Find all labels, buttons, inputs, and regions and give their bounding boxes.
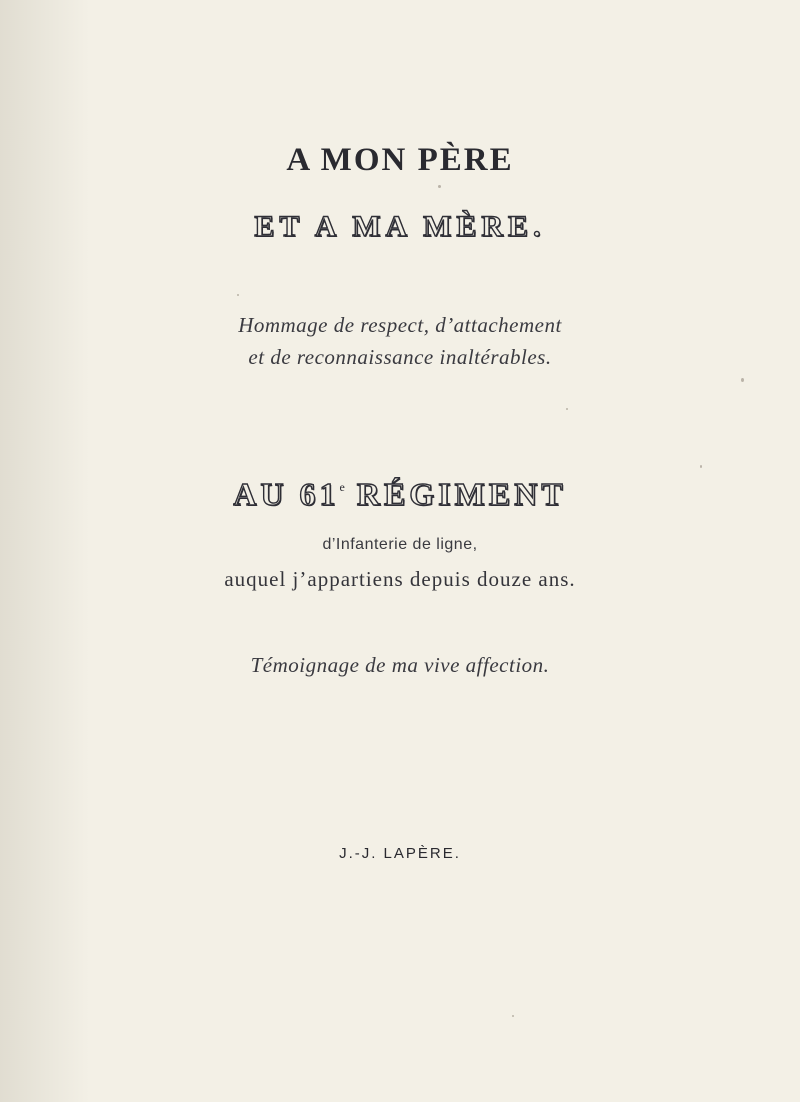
infanterie-line: d’Infanterie de ligne, xyxy=(322,536,478,553)
homage-line-2: et de reconnaissance inaltérables. xyxy=(248,345,552,369)
author-signature: J.-J. LAPÈRE. xyxy=(339,845,461,862)
regiment-word: RÉGIMENT xyxy=(356,476,567,512)
dedication-subtitle: ET A MA MÈRE. xyxy=(254,210,546,243)
regiment-heading xyxy=(0,476,800,513)
affection-line: Témoignage de ma vive affection. xyxy=(250,653,550,677)
regiment-prefix: AU 61 xyxy=(233,476,340,512)
homage-line-1: Hommage de respect, d’attachement xyxy=(238,313,562,337)
service-line: auquel j’appartiens depuis douze ans. xyxy=(224,567,576,591)
dedication-title: A MON PÈRE xyxy=(286,142,514,178)
regiment-ordinal-suffix: e xyxy=(339,480,345,494)
